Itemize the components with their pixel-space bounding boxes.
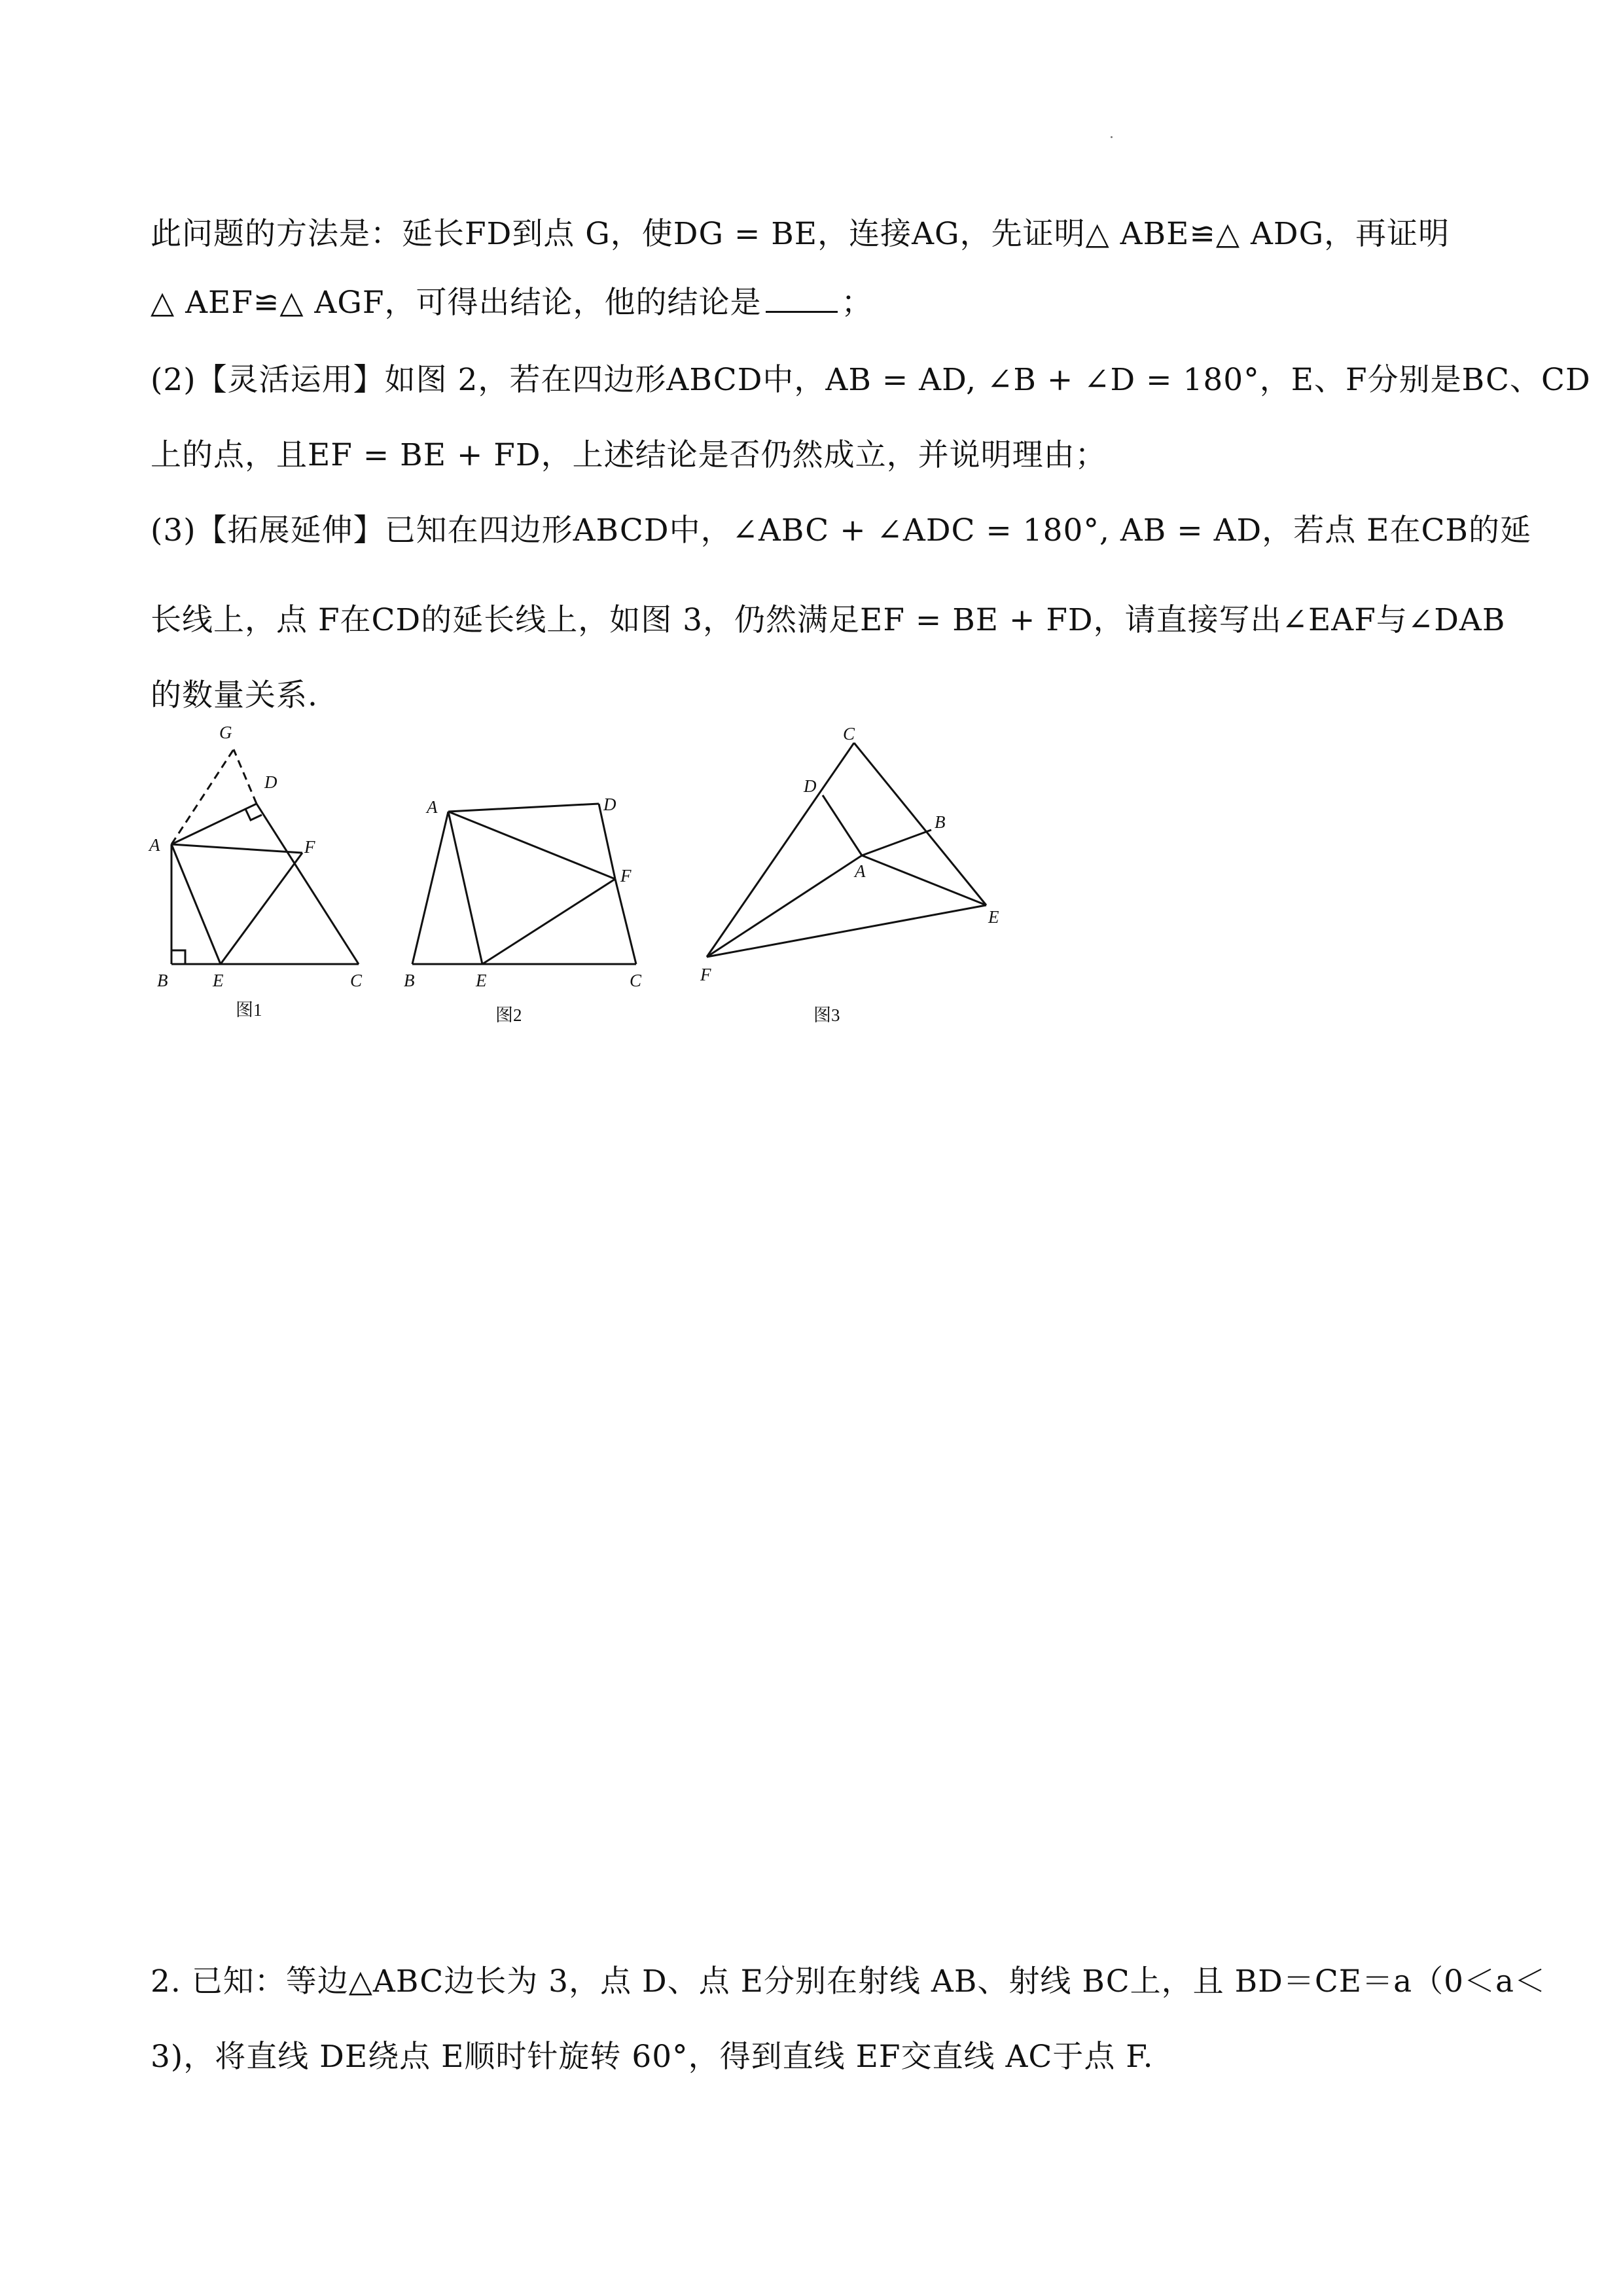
- fig2-label-a: A: [427, 797, 438, 817]
- fig3-label-e: E: [988, 907, 999, 927]
- p1-line7: 的数量关系.: [151, 677, 318, 713]
- fig2-label-c: C: [630, 971, 642, 990]
- fig3-label-a: A: [855, 861, 866, 881]
- p1-line4: 上的点，且EF = BE + FD，上述结论是否仍然成立，并说明理由；: [151, 437, 1107, 473]
- p1-line3: (2)【灵活运用】如图 2，若在四边形ABCD中，AB = AD, ∠B + ∠D = 180°，E、F分别是BC、CD: [151, 362, 1591, 398]
- fig3-label-f: F: [700, 965, 711, 984]
- fig2-label-e: E: [476, 971, 487, 990]
- p1-line2-text: △ AEF≌△ AGF，可得出结论，他的结论是: [151, 285, 762, 321]
- p1-line5: (3)【拓展延伸】已知在四边形ABCD中，∠ABC + ∠ADC = 180°, AB = AD，若点 E在CB的延: [151, 512, 1531, 548]
- p2-line2: 3)，将直线 DE绕点 E顺时针旋转 60°，得到直线 EF交直线 AC于点 F.: [151, 2039, 1154, 2075]
- fig3-label-d: D: [804, 776, 817, 796]
- fig3-label-b: B: [935, 812, 946, 832]
- fig1-label-c: C: [350, 971, 363, 990]
- fig2-label-d: D: [603, 795, 616, 814]
- p1-line6: 长线上，点 F在CD的延长线上，如图 3，仍然满足EF = BE + FD，请直接写出∠EAF与∠DAB: [151, 602, 1506, 638]
- figure-1: [0, 0, 1623, 1060]
- fig3-label-c: C: [843, 724, 855, 744]
- fig1-label-e: E: [213, 971, 224, 990]
- p1-line1: 此问题的方法是：延长FD到点 G，使DG = BE，连接AG，先证明△ ABE≌△ ADG，再证明: [151, 216, 1450, 252]
- fig2-label-b: B: [404, 971, 415, 990]
- fig2-label-f: F: [620, 866, 632, 886]
- fig1-caption: 图1: [236, 1000, 262, 1020]
- fig3-caption: 图3: [813, 1005, 840, 1025]
- fig2-caption: 图2: [495, 1005, 522, 1025]
- p1-line2-end: ；: [841, 285, 873, 321]
- fig1-label-d: D: [264, 772, 277, 792]
- fig1-label-a: A: [149, 835, 160, 855]
- fig1-label-f: F: [304, 837, 315, 857]
- fig1-label-b: B: [157, 971, 168, 990]
- p2-line1: 2. 已知：等边△ABC边长为 3，点 D、点 E分别在射线 AB、射线 BC上，且 BD＝CE＝a（0＜a＜: [151, 1964, 1546, 2000]
- fig1-label-g: G: [219, 723, 232, 742]
